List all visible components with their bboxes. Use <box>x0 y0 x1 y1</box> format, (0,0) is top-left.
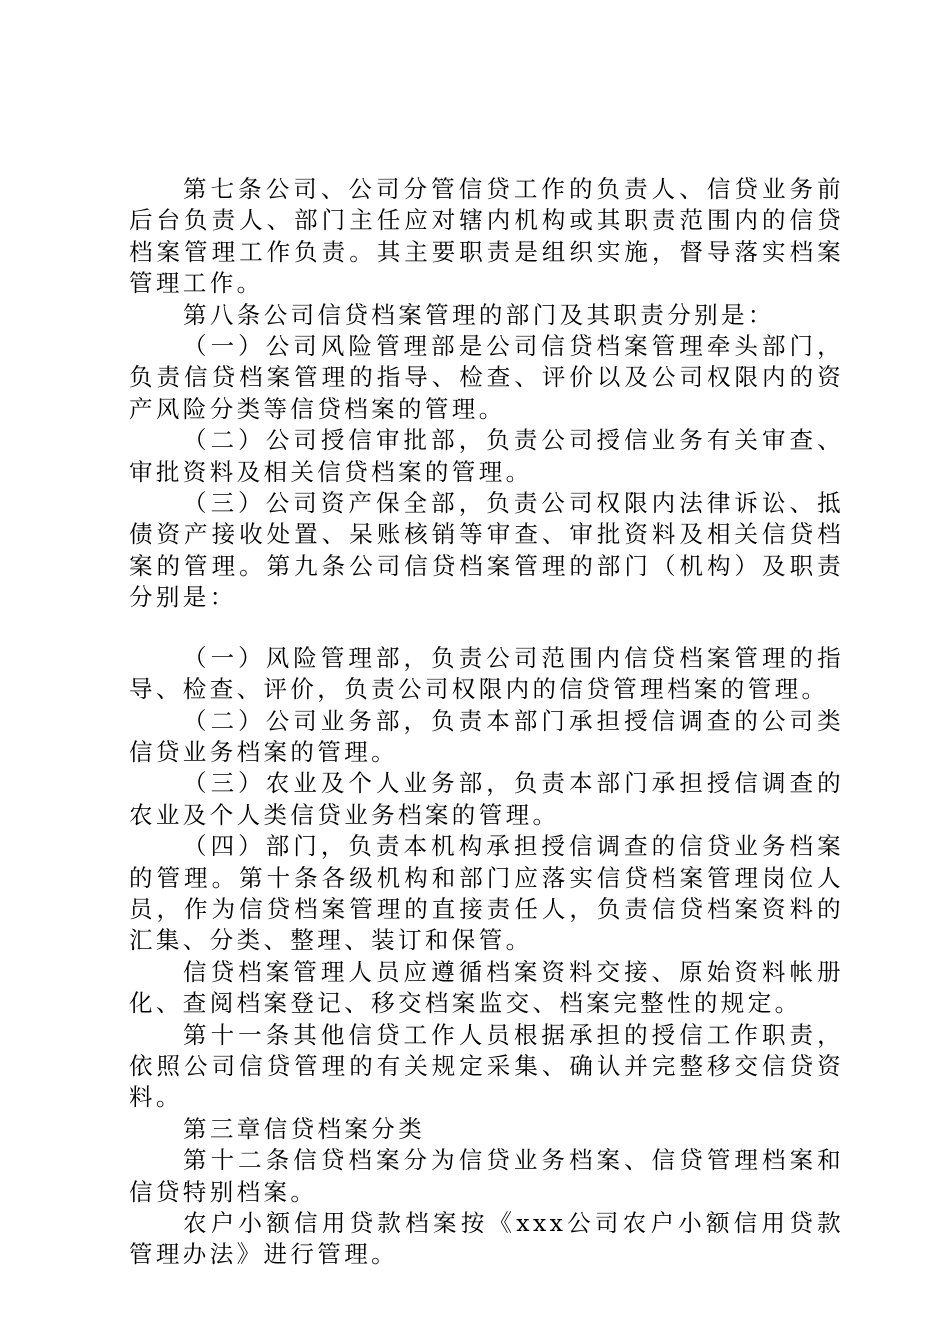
paragraph-article-9-item-2: （二）公司业务部，负责本部门承担授信调查的公司类信贷业务档案的管理。 <box>129 706 844 766</box>
paragraph-microloan-archive: 农户小额信用贷款档案按《xxx公司农户小额信用贷款管理办法》进行管理。 <box>129 1209 844 1269</box>
chapter-heading-3: 第三章信贷档案分类 <box>183 1114 426 1143</box>
paragraph-article-8-item-2: （二）公司授信审批部，负责公司授信业务有关审查、审批资料及相关信贷档案的管理。 <box>129 426 844 486</box>
paragraph-article-8-item-1: （一）公司风险管理部是公司信贷档案管理牵头部门，负责信贷档案管理的指导、检查、评价以及公司权限内的资产风险分类等信贷档案的管理。 <box>129 332 844 423</box>
paragraph-article-7: 第七条公司、公司分管信贷工作的负责人、信贷业务前后台负责人、部门主任应对辖内机构或其职责范围内的信贷档案管理工作负责。其主要职责是组织实施，督导落实档案管理工作。 <box>129 175 844 298</box>
paragraph-article-8-item-3: （三）公司资产保全部，负责公司权限内法律诉讼、抵债资产接收处置、呆账核销等审查、审批资料及相关信贷档案的管理。第九条公司信贷档案管理的部门（机构）及职责分别是： <box>129 489 844 612</box>
paragraph-article-9-item-3: （三）农业及个人业务部，负责本部门承担授信调查的农业及个人类信贷业务档案的管理。 <box>129 769 844 829</box>
paragraph-article-8: 第八条公司信贷档案管理的部门及其职责分别是： <box>183 300 775 329</box>
paragraph-article-9-item-1: （一）风险管理部，负责公司范围内信贷档案管理的指导、检查、评价，负责公司权限内的信贷管理档案的管理。 <box>129 643 844 704</box>
document-body <box>129 174 844 1271</box>
paragraph-archive-staff-rules: 信贷档案管理人员应遵循档案资料交接、原始资料帐册化、查阅档案登记、移交档案监交、档案完整性的规定。 <box>129 957 844 1018</box>
paragraph-article-9-item-4: （四）部门，负责本机构承担授信调查的信贷业务档案的管理。第十条各级机构和部门应落实信贷档案管理岗位人员，作为信贷档案管理的直接责任人，负责信贷档案资料的汇集、分类、整理、装订和保管。 <box>129 832 844 955</box>
paragraph-article-12: 第十二条信贷档案分为信贷业务档案、信贷管理档案和信贷特别档案。 <box>129 1146 844 1206</box>
paragraph-article-11: 第十一条其他信贷工作人员根据承担的授信工作职责，依照公司信贷管理的有关规定采集、确认并完整移交信贷资料。 <box>129 1020 844 1112</box>
